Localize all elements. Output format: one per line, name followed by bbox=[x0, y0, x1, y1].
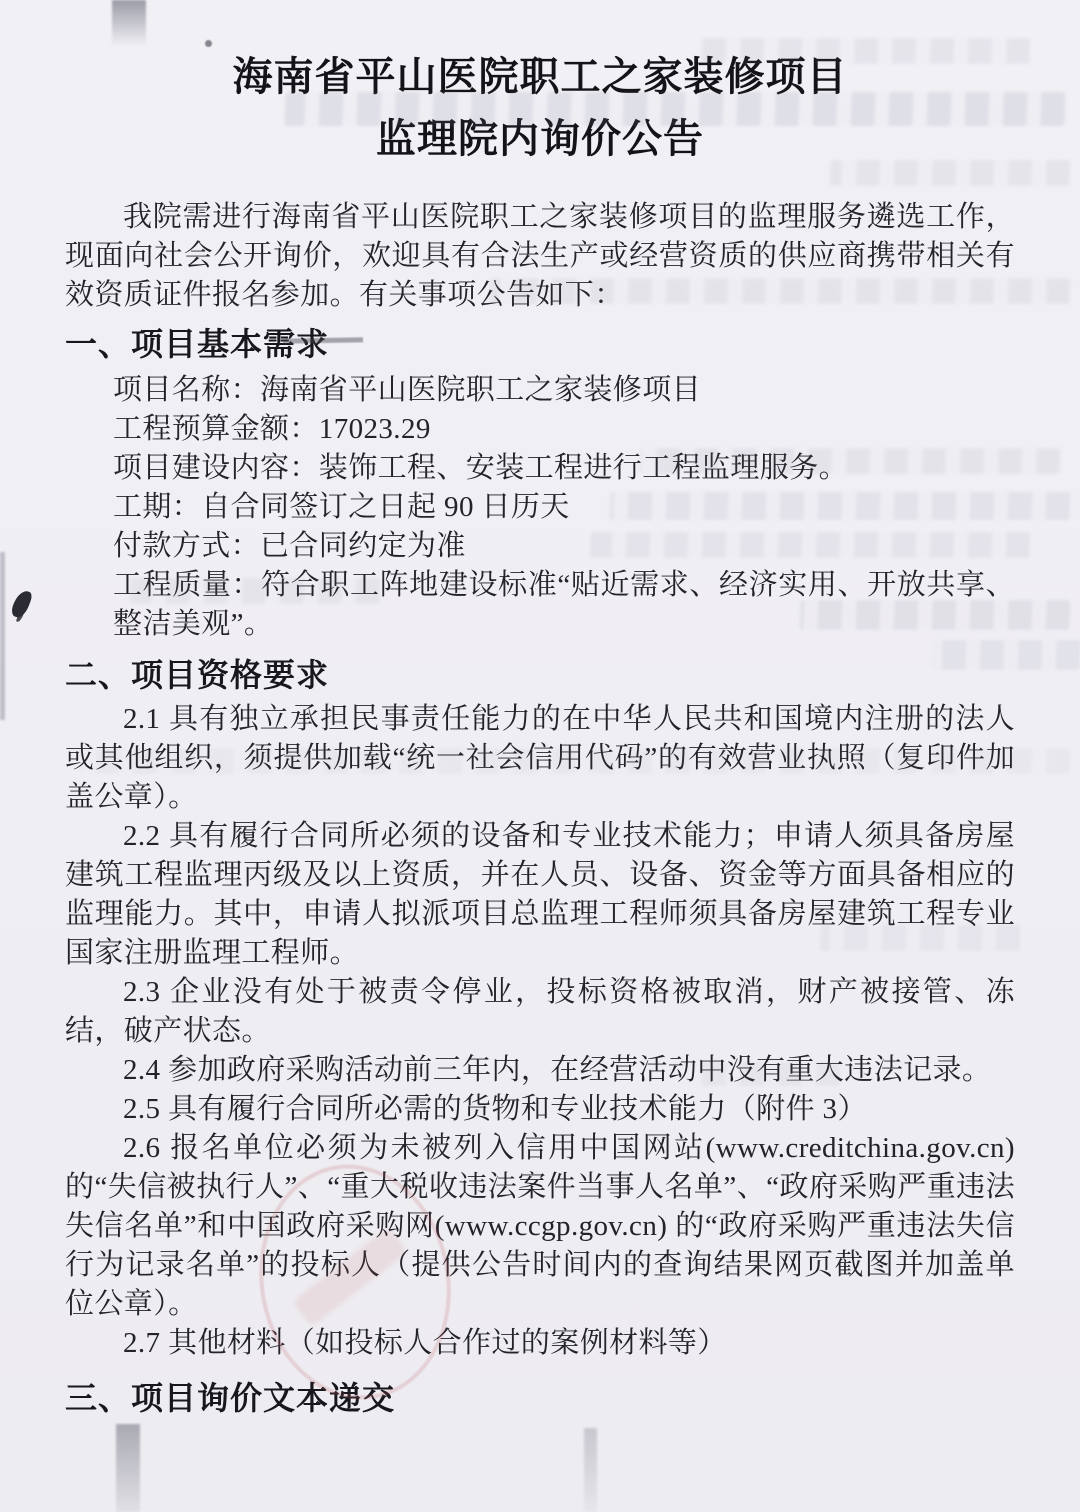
section-1-items bbox=[65, 371, 1015, 644]
scan-smudge bbox=[112, 0, 146, 46]
clause-2-7: 2.7 其他材料（如投标人合作过的案例材料等） bbox=[123, 1327, 727, 1359]
document-title-line-1: 海南省平山医院职工之家装修项目 bbox=[232, 54, 848, 100]
clause-2-2: 2.2 具有履行合同所必须的设备和专业技术能力；申请人须具备房屋建筑工程监理丙级及以上资质，并在人员、设备、资金等方面具备相应的监理能力。其中，申请人拟派项目总监理工程师须具备房屋建筑工程专业国家注册监理工程师。 bbox=[65, 820, 1015, 969]
document-title-line-2: 监理院内询价公告 bbox=[376, 116, 704, 162]
item-construction-content: 项目建设内容：装饰工程、安装工程进行工程监理服务。 bbox=[113, 452, 849, 484]
clause-2-5: 2.5 具有履行合同所必需的货物和专业技术能力（附件 3） bbox=[123, 1093, 867, 1125]
item-project-quality: 工程质量：符合职工阵地建设标准“贴近需求、经济实用、开放共享、整洁美观”。 bbox=[113, 569, 1015, 640]
clause-2-6: 2.6 报名单位必须为未被列入信用中国网站(www.creditchina.gov.cn)的“失信被执行人”、“重大税收违法案件当事人名单”、“政府采购严重违法失信名单”和中国政府采购网(www.ccgp.gov.cn) 的“政府采购严重违法失信行为记录名单”的投标人（提供公告时间内的查询结果网页截图并加盖单位公章）。 bbox=[65, 1132, 1015, 1320]
intro-paragraph: 我院需进行海南省平山医院职工之家装修项目的监理服务遴选工作，现面向社会公开询价，欢迎具有合法生产或经营资质的供应商携带相关有效资质证件报名参加。有关事项公告如下： bbox=[65, 201, 1015, 311]
section-heading-2: 二、项目资格要求 bbox=[65, 656, 330, 694]
item-duration: 工期：自合同签订之日起 90 日历天 bbox=[113, 491, 570, 523]
clause-2-3: 2.3 企业没有处于被责令停业，投标资格被取消，财产被接管、冻结，破产状态。 bbox=[65, 976, 1015, 1047]
scan-smudge bbox=[116, 1424, 140, 1512]
scan-edge-shadow bbox=[0, 552, 5, 720]
item-project-name: 项目名称：海南省平山医院职工之家装修项目 bbox=[113, 374, 702, 406]
clause-2-4: 2.4 参加政府采购活动前三年内，在经营活动中没有重大违法记录。 bbox=[123, 1054, 992, 1086]
clause-2-1: 2.1 具有独立承担民事责任能力的在中华人民共和国境内注册的法人或其他组织，须提供加载“统一社会信用代码”的有效营业执照（复印件加盖公章）。 bbox=[65, 703, 1015, 813]
section-heading-1: 一、项目基本需求 bbox=[65, 325, 330, 363]
section-2-clauses bbox=[65, 700, 1015, 1363]
ink-blot bbox=[10, 588, 34, 619]
item-budget-amount: 工程预算金额：17023.29 bbox=[113, 413, 431, 445]
scan-smudge bbox=[584, 1428, 597, 1512]
item-payment-method: 付款方式：已合同约定为准 bbox=[113, 530, 466, 562]
document-title bbox=[65, 46, 1015, 170]
section-heading-3: 三、项目询价文本递交 bbox=[65, 1379, 396, 1417]
